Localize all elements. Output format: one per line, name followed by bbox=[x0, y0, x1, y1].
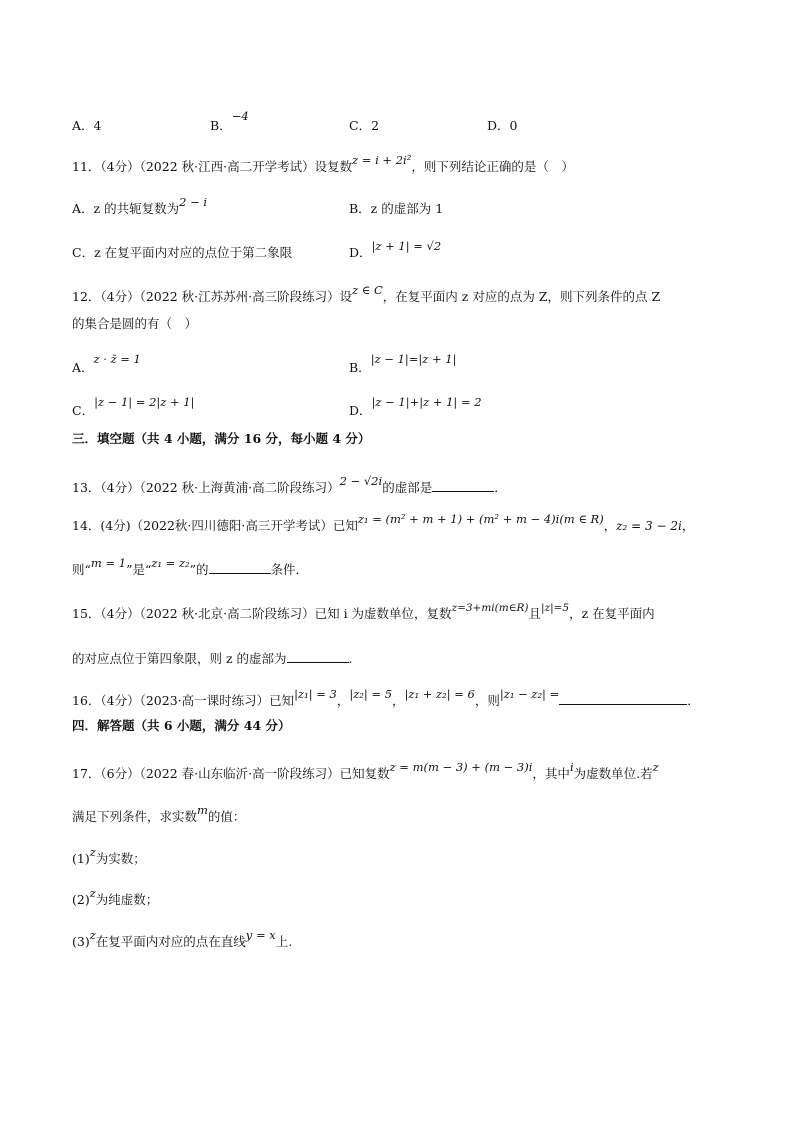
q16-answer-blank[interactable] bbox=[559, 692, 687, 705]
q13-answer-blank[interactable] bbox=[432, 479, 494, 492]
q17-head: 17．（6分）（2022 春·山东临沂·高一阶段练习）已知复数 bbox=[72, 766, 390, 781]
q17-part-1 bbox=[72, 845, 146, 867]
q17-m: m bbox=[197, 803, 208, 817]
q15-mid: 且 bbox=[528, 606, 542, 621]
q12-stem bbox=[72, 283, 661, 305]
q16-end: ． bbox=[687, 693, 700, 708]
q12-option-a bbox=[72, 352, 141, 376]
q17-part-3-text: 在复平面内对应的点在直线 bbox=[95, 934, 246, 949]
q17-part-2-number: (2) bbox=[72, 892, 90, 907]
q17-part-1-z: z bbox=[89, 845, 96, 859]
q10-option-d: D．0 bbox=[487, 118, 518, 133]
q13-stem bbox=[72, 474, 507, 496]
q12-stem-line2: 的集合是圆的有（ ） bbox=[72, 316, 198, 331]
q17-i: i bbox=[569, 760, 574, 774]
q15-math2: |z|=5 bbox=[541, 602, 570, 614]
q11-option-d-math: |z + 1| = √2 bbox=[371, 239, 442, 253]
q17-part-3-number: (3) bbox=[72, 934, 90, 949]
q12-option-d bbox=[349, 395, 482, 419]
q11-tail: ，则下列结论正确的是（ ） bbox=[411, 159, 574, 174]
q14-line2c: ”的 bbox=[189, 562, 209, 577]
q10-option-a: A．4 bbox=[72, 118, 102, 133]
q16-pre: ，则 bbox=[474, 693, 500, 708]
q16-math2: |z₂| = 5 bbox=[349, 687, 393, 701]
q14-math3: m = 1 bbox=[90, 556, 127, 570]
q12-option-b-math: |z − 1|=|z + 1| bbox=[370, 352, 457, 366]
q12-option-b bbox=[349, 352, 457, 376]
q17-part-1-text: 为实数； bbox=[95, 851, 146, 866]
q17-mid: ，其中 bbox=[532, 766, 570, 781]
q16-math1: |z₁| = 3 bbox=[294, 687, 337, 701]
q15-end: . bbox=[348, 651, 353, 666]
q14-answer-blank[interactable] bbox=[209, 561, 271, 574]
q17-part-2 bbox=[72, 886, 159, 908]
q15-tail: ，z 在复平面内 bbox=[569, 606, 655, 621]
q11-option-c: C．z 在复平面内对应的点位于第二象限 bbox=[72, 245, 293, 260]
q14-stem bbox=[72, 512, 695, 534]
q10-option-b-math: −4 bbox=[231, 109, 249, 123]
q13-math: 2 − √2i bbox=[339, 474, 383, 488]
q12-option-c-label: C． bbox=[72, 403, 95, 418]
q14-sep: ， bbox=[603, 518, 617, 533]
q14-stem-line2 bbox=[72, 556, 309, 578]
q14-line2b: ”是“ bbox=[126, 562, 152, 577]
q11-option-b: B．z 的虚部为 1 bbox=[349, 201, 444, 216]
q14-math2: z₂ = 3 − 2i bbox=[616, 519, 682, 533]
q17-line2b: 的值： bbox=[207, 809, 246, 824]
section-3-heading: 三．填空题（共 4 小题，满分 16 分，每小题 4 分） bbox=[72, 431, 371, 446]
q10-option-b bbox=[210, 109, 249, 134]
q16-comma1: ， bbox=[336, 693, 350, 708]
q11-option-d-label: D． bbox=[349, 245, 372, 260]
q17-part-3-end: 上. bbox=[275, 934, 293, 949]
q14-line2a: 则“ bbox=[72, 562, 91, 577]
q10-option-c: C．2 bbox=[349, 118, 380, 133]
q11-option-a bbox=[72, 195, 208, 217]
q12-option-c-math: |z − 1| = 2|z + 1| bbox=[94, 395, 195, 409]
q12-option-c bbox=[72, 395, 195, 419]
q17-part-3-z: z bbox=[89, 928, 96, 942]
q14-math1: z₁ = (m² + m + 1) + (m² + m − 4)i(m ∈ R) bbox=[357, 512, 604, 526]
q17-z: z bbox=[652, 760, 659, 774]
q15-math1: z=3+mi(m∈R) bbox=[451, 602, 529, 614]
q12-option-b-label: B． bbox=[349, 360, 371, 375]
q11-math: z = i + 2i² bbox=[352, 153, 412, 167]
q12-option-d-label: D． bbox=[349, 403, 372, 418]
q16-math4: |z₁ − z₂| = bbox=[499, 687, 560, 701]
q12-option-a-math: z · z̄ = 1 bbox=[93, 352, 141, 366]
q11-head: 11．（4分）（2022 秋·江西·高二开学考试）设复数 bbox=[72, 159, 353, 174]
q15-answer-blank[interactable] bbox=[287, 650, 349, 663]
q17-line2a: 满足下列条件，求实数 bbox=[72, 809, 198, 824]
q16-math3: |z₁ + z₂| = 6 bbox=[404, 687, 475, 701]
q12-math: z ∈ C bbox=[352, 283, 383, 297]
q14-math4: z₁ = z₂ bbox=[151, 556, 190, 570]
q12-option-a-label: A． bbox=[72, 360, 94, 375]
q11-option-d bbox=[349, 239, 442, 261]
q14-head: 14．(4分)（2022秋·四川德阳·高三开学考试）已知 bbox=[72, 518, 358, 533]
section-4-heading: 四．解答题（共 6 小题，满分 44 分） bbox=[72, 718, 291, 733]
q16-comma2: ， bbox=[392, 693, 405, 708]
q16-head: 16．（4分）（2023·高一课时练习）已知 bbox=[72, 693, 295, 708]
q15-stem-line2 bbox=[72, 650, 353, 667]
q14-end1: ， bbox=[681, 518, 695, 533]
q13-end: ． bbox=[494, 480, 507, 495]
q13-tail: 的虚部是 bbox=[382, 480, 433, 495]
q17-stem-line2 bbox=[72, 803, 246, 825]
q11-option-a-math: 2 − i bbox=[179, 195, 208, 209]
q17-part-1-number: (1) bbox=[72, 851, 90, 866]
q17-part-2-text: 为纯虚数； bbox=[95, 892, 159, 907]
q12-option-d-math: |z − 1|+|z + 1| = 2 bbox=[371, 395, 482, 409]
q11-stem bbox=[72, 153, 574, 175]
q16-stem bbox=[72, 687, 700, 709]
q17-part-3 bbox=[72, 928, 293, 950]
q17-math: z = m(m − 3) + (m − 3)i bbox=[389, 760, 533, 774]
q13-head: 13．（4分）（2022 秋·上海黄浦·高二阶段练习） bbox=[72, 480, 340, 495]
q12-tail: ，在复平面内 z 对应的点为 Z，则下列条件的点 Z bbox=[382, 289, 661, 304]
q11-option-a-text: A．z 的共轭复数为 bbox=[72, 201, 180, 216]
q15-head: 15．（4分）（2022 秋·北京·高二阶段练习）已知 i 为虚数单位，复数 bbox=[72, 606, 452, 621]
q12-head: 12．（4分）（2022 秋·江苏苏州·高三阶段练习）设 bbox=[72, 289, 353, 304]
q17-part-3-math: y = x bbox=[245, 928, 276, 942]
q10-option-b-label: B． bbox=[210, 118, 232, 133]
q17-mid2: 为虚数单位.若 bbox=[573, 766, 653, 781]
q15-stem bbox=[72, 602, 655, 623]
q17-part-2-z: z bbox=[89, 886, 96, 900]
q15-line2: 的对应点位于第四象限，则 z 的虚部为 bbox=[72, 651, 287, 666]
q14-line2d: 条件． bbox=[270, 562, 309, 577]
q17-stem bbox=[72, 760, 659, 782]
